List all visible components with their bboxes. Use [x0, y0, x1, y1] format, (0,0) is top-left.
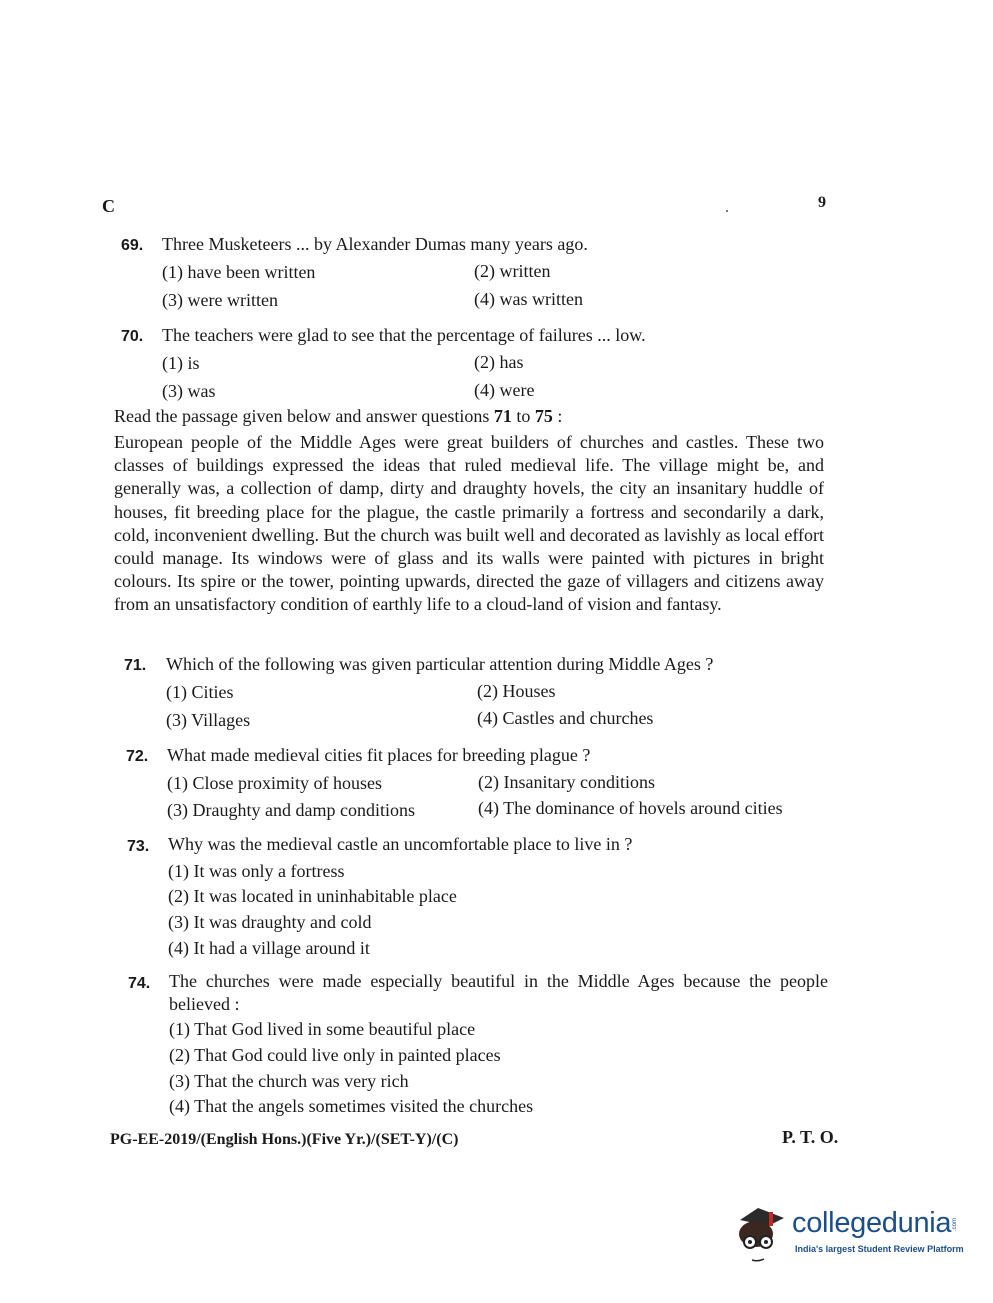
option-1: (1) Cities: [166, 682, 234, 702]
question-number: 69.: [121, 237, 144, 254]
instruction-mid: to: [511, 406, 535, 426]
option-4: (4) Castles and churches: [477, 708, 654, 728]
option-2: (2) written: [474, 261, 551, 281]
option-2: (2) That God could live only in painted places: [169, 1045, 501, 1065]
option-1: (1) That God lived in some beautiful place: [169, 1019, 476, 1039]
option-4: (4) That the angels sometimes visited the churches: [169, 1096, 534, 1116]
option-4: (4) The dominance of hovels around cities: [478, 798, 783, 818]
question-text-line-1: The churches were made especially beautiful in the Middle Ages because the people: [169, 971, 828, 991]
option-2: (2) has: [474, 352, 524, 372]
question-text: What made medieval cities fit places for breeding plague ?: [167, 745, 591, 765]
option-2: (2) Houses: [477, 681, 556, 701]
option-1: (1) Close proximity of houses: [167, 773, 382, 793]
passage-text: European people of the Middle Ages were great builders of churches and castles. These two classes of buildings expressed the ideas that ruled medieval life. The village might be, and generally was, a collection of damp, dirty and draughty hovels, the city an insanitary huddle of houses, fit breeding place for the plague, the castle primarily a fortress and secondarily a dark, cold, inconvenient dwelling. But the church was built well and decorated as lavishly as local effort could manage. Its windows were of glass and its walls were painted with pictures in bright colours. Its spire or the tower, pointing upwards, directed the gaze of villagers and citizens away from an unsatisfactory condition of earthly life to a cloud-land of vision and fantasy.: [114, 432, 824, 615]
question-text: Which of the following was given particular attention during Middle Ages ?: [166, 654, 714, 674]
option-1: (1) have been written: [162, 262, 316, 282]
option-3: (3) was: [162, 381, 216, 401]
option-3: (3) were written: [162, 290, 278, 310]
scan-speck: [726, 210, 728, 212]
option-3: (3) Villages: [166, 710, 251, 730]
question-number: 71.: [124, 657, 147, 674]
option-2: (2) It was located in uninhabitable place: [168, 886, 457, 906]
instruction-from: 71: [493, 406, 512, 426]
option-3: (3) That the church was very rich: [169, 1071, 409, 1091]
option-4: (4) was written: [474, 289, 583, 309]
option-1: (1) It was only a fortress: [168, 861, 345, 881]
option-4: (4) It had a village around it: [168, 938, 370, 958]
question-text: Why was the medieval castle an uncomfortable place to live in ?: [168, 834, 633, 854]
logo-wordmark: collegedunia: [792, 1207, 952, 1239]
passage-instruction: [114, 406, 562, 427]
option-1: (1) is: [162, 353, 200, 373]
question-number: 72.: [126, 748, 149, 765]
instruction-to: 75: [534, 406, 553, 426]
question-number: 74.: [128, 975, 151, 992]
option-2: (2) Insanitary conditions: [478, 772, 655, 792]
please-turn-over: P. T. O.: [782, 1127, 839, 1147]
option-4: (4) were: [474, 380, 535, 400]
set-letter: C: [102, 196, 115, 216]
instruction-suffix: :: [552, 406, 563, 426]
option-3: (3) It was draughty and cold: [168, 912, 372, 932]
option-3: (3) Draughty and damp conditions: [167, 800, 415, 820]
instruction-prefix: Read the passage given below and answer questions: [114, 406, 494, 426]
question-text: Three Musketeers ... by Alexander Dumas many years ago.: [162, 234, 588, 254]
logo-domain-suffix: .com: [952, 1218, 958, 1232]
logo-tagline: India's largest Student Review Platform: [795, 1244, 964, 1254]
page-number: 9: [818, 194, 826, 211]
question-number: 70.: [121, 328, 144, 345]
question-number: 73.: [127, 838, 150, 855]
question-text-line-2: believed :: [169, 994, 240, 1014]
question-text: The teachers were glad to see that the percentage of failures ... low.: [162, 325, 646, 345]
paper-code: PG-EE-2019/(English Hons.)(Five Yr.)/(SET-Y)/(C): [110, 1131, 459, 1148]
